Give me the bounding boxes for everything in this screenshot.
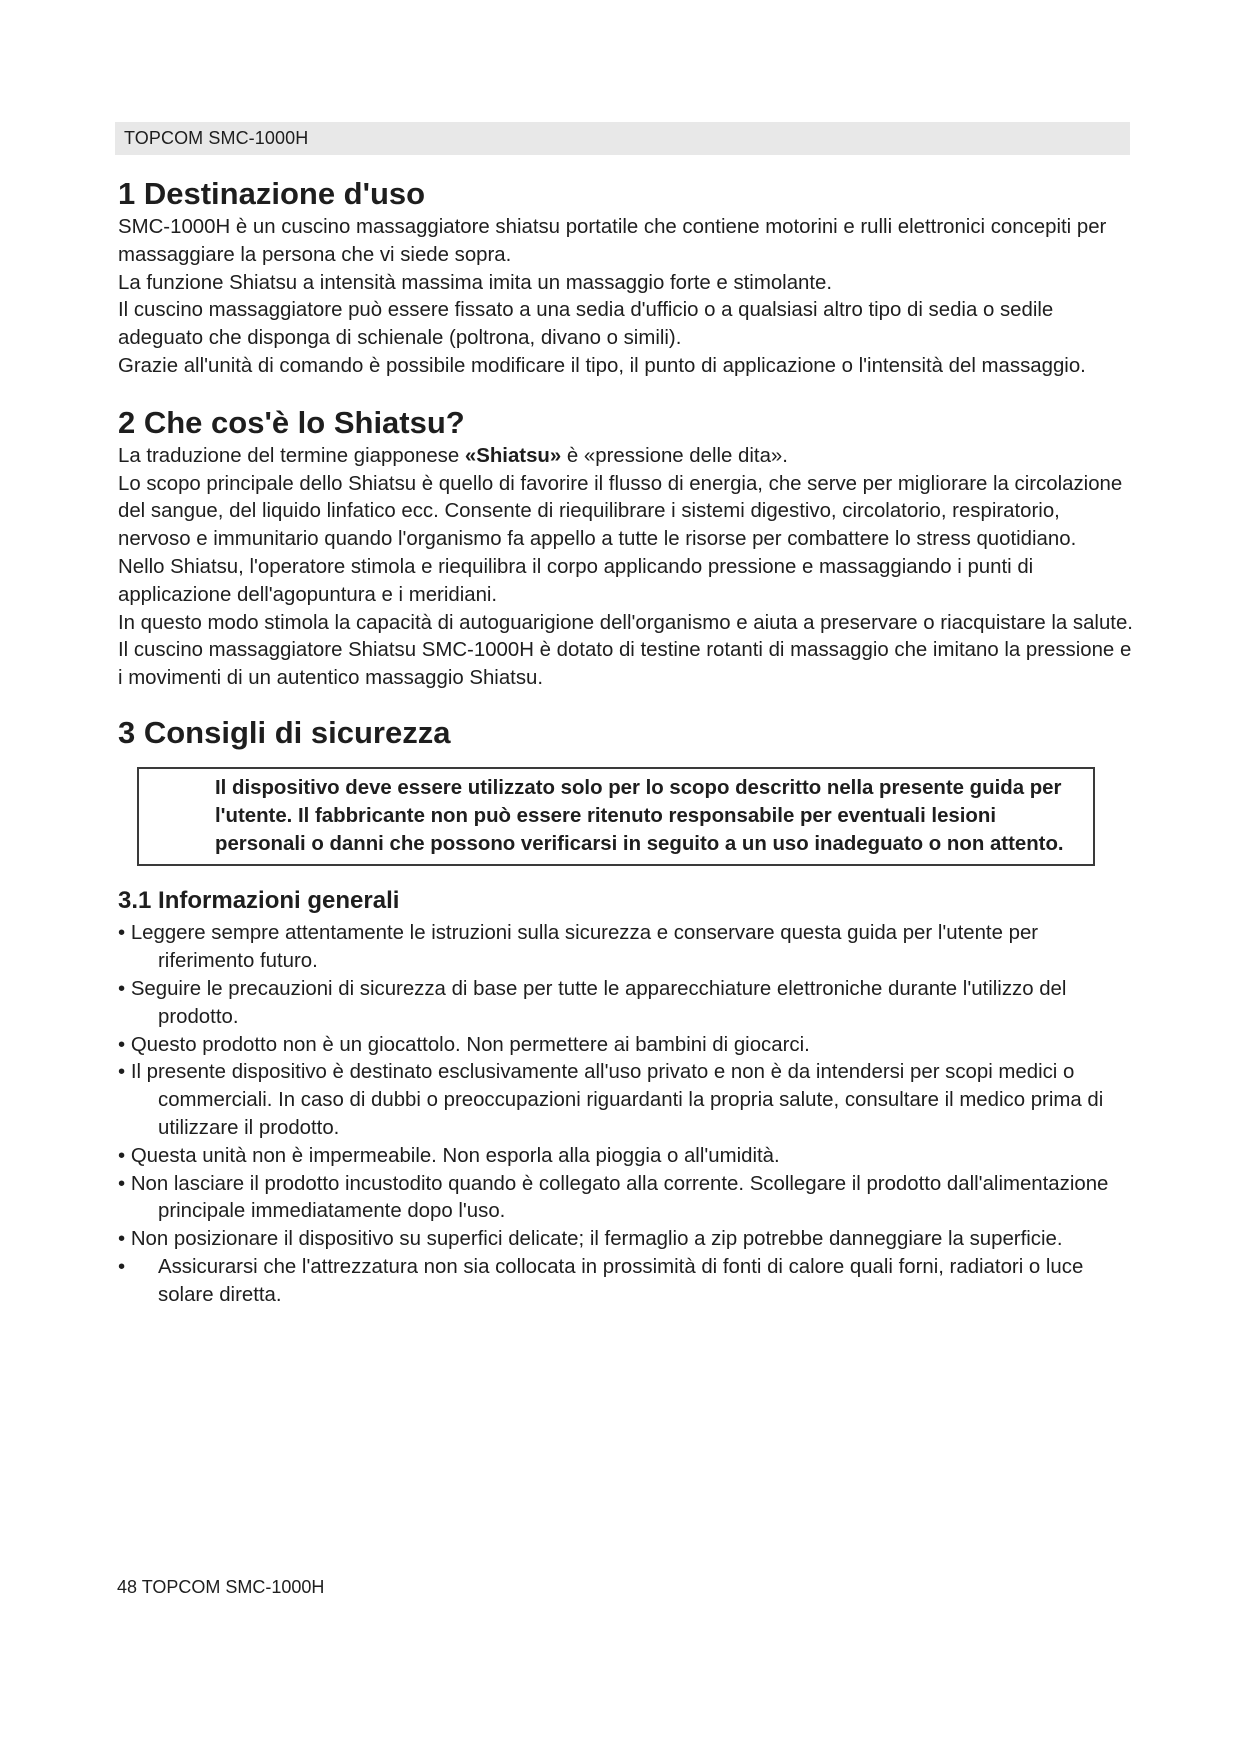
list-item-text: Questo prodotto non è un giocattolo. Non permettere ai bambini di giocarci.	[130, 1033, 810, 1056]
list-item-text: Questa unità non è impermeabile. Non esporla alla pioggia o all'umidità.	[130, 1144, 780, 1167]
list-item	[118, 1143, 1138, 1171]
section-2-heading: 2 Che cos'è lo Shiatsu?	[118, 404, 465, 440]
bullet-mark: •	[118, 922, 126, 945]
safety-notice-box: Il dispositivo deve essere utilizzato solo per lo scopo descritto nella presente guida per l'utente. Il fabbricante non può essere ritenuto responsabile per eventuali lesioni personali o danni che possono verificarsi in seguito a un uso inadeguato o non attento.	[137, 767, 1095, 866]
section-1-heading: 1 Destinazione d'uso	[118, 176, 426, 211]
header-title: TOPCOM SMC-1000H	[124, 128, 309, 148]
section-safety-advice	[118, 713, 1138, 1310]
bullet-mark: •	[118, 1033, 126, 1056]
list-item-text: Leggere sempre attentamente le istruzioni sulla sicurezza e conservare questa guida per l'utente per riferimento futuro.	[130, 922, 1039, 973]
bullet-mark: •	[118, 1255, 126, 1278]
list-item-text: Il presente dispositivo è destinato esclusivamente all'uso privato e non è da intendersi per scopi medici o commerciali. In caso di dubbi o preoccupazioni riguardanti la propria salute, consultare il medico prima di utilizzare il prodotto.	[130, 1061, 1104, 1139]
section-3-heading: 3 Consigli di sicurezza	[118, 714, 451, 750]
section-2-paragraph: Il cuscino massaggiatore Shiatsu SMC-1000H è dotato di testine rotanti di massaggio che imitano la pressione e i movimenti di un autentico massaggio Shiatsu.	[118, 639, 1132, 690]
section-1-paragraph: Il cuscino massaggiatore può essere fissato a una sedia d'ufficio o a qualsiasi altro tipo di sedia o sedile adeguato che disponga di schienale (poltrona, divano o simili).	[118, 299, 1054, 350]
list-item	[118, 976, 1138, 1032]
list-item	[118, 1254, 1138, 1310]
section-intended-use	[118, 174, 1138, 381]
subsection-general-info-heading: 3.1 Informazioni generali	[118, 887, 400, 915]
page-header-bar	[115, 122, 1130, 155]
list-item-text: Non posizionare il dispositivo su superfici delicate; il fermaglio a zip potrebbe danneggiare la superficie.	[130, 1228, 1063, 1251]
list-item	[118, 1032, 1138, 1060]
list-item-text: Non lasciare il prodotto incustodito quando è collegato alla corrente. Scollegare il prodotto dall'alimentazione principale immediatamente dopo l'uso.	[130, 1172, 1109, 1223]
bullet-mark: •	[118, 1172, 126, 1195]
list-item	[118, 920, 1138, 976]
page-footer: 48 TOPCOM SMC-1000H	[117, 1577, 325, 1597]
list-item	[118, 1226, 1138, 1254]
intro-text-before: La traduzione del termine giapponese	[118, 444, 465, 467]
section-2-paragraph: In questo modo stimola la capacità di autoguarigione dell'organismo e aiuta a preservare o riacquistare la salute.	[118, 611, 1133, 634]
intro-bold-term: «Shiatsu»	[464, 444, 562, 467]
bullet-mark: •	[118, 1228, 126, 1251]
section-2-paragraph: Nello Shiatsu, l'operatore stimola e riequilibra il corpo applicando pressione e massaggiando i punti di applicazione dell'agopuntura e i meridiani.	[118, 555, 1034, 606]
intro-text-after: è «pressione delle dita».	[561, 444, 788, 467]
list-item-text: Seguire le precauzioni di sicurezza di base per tutte le apparecchiature elettroniche durante l'utilizzo del prodotto.	[130, 977, 1067, 1028]
section-1-paragraph: SMC-1000H è un cuscino massaggiatore shiatsu portatile che contiene motorini e rulli elettronici concepiti per massaggiare la persona che vi siede sopra.	[118, 216, 1107, 266]
section-1-paragraph: Grazie all'unità di comando è possibile modificare il tipo, il punto di applicazione o l'intensità del massaggio.	[118, 354, 1086, 377]
general-info-list	[118, 920, 1138, 1309]
bullet-mark: •	[118, 977, 126, 1000]
section-2-paragraph: Lo scopo principale dello Shiatsu è quello di favorire il flusso di energia, che serve per migliorare la circolazione del sangue, del liquido linfatico ecc. Consente di riequilibrare i sistemi digestivo, circolatorio, respiratorio, nervoso e immunitario quando l'organismo fa appello a tutte le risorse per combattere lo stress quotidiano.	[118, 472, 1123, 551]
list-item	[118, 1171, 1138, 1227]
section-what-is-shiatsu	[118, 403, 1138, 693]
section-2-intro	[118, 443, 1138, 471]
document-body	[118, 174, 1138, 1310]
bullet-mark: •	[118, 1144, 126, 1167]
section-1-paragraph: La funzione Shiatsu a intensità massima imita un massaggio forte e stimolante.	[118, 271, 833, 294]
bullet-mark: •	[118, 1061, 126, 1084]
list-item-text: Assicurarsi che l'attrezzatura non sia collocata in prossimità di fonti di calore quali forni, radiatori o luce solare diretta.	[158, 1255, 1084, 1306]
list-item	[118, 1059, 1138, 1142]
